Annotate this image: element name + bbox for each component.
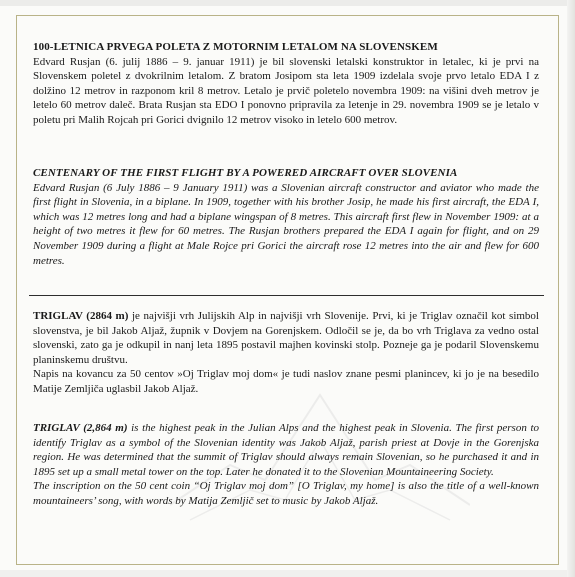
slovenian-triglav-paragraph [33, 309, 539, 367]
slovenian-triglav-text: je najvišji vrh Julijskih Alp in najvišji vrh Slovenije. Prvi, ki je Triglav označil kot simbol slovenstva, je bil Jakob Aljaž, župnik v Dovjem na Gorenjskem. Odločil se je, da bo vrh Triglava za vedno ostal slovenski, zato ga je odkupil in nanj leta 1895 postavil majhen kovinski stolp. Pozneje ga je podaril Slovenskemu planinskemu društvu. [33, 310, 539, 366]
slovenian-flight-section [33, 40, 539, 128]
english-triglav-paragraph [33, 421, 539, 479]
english-flight-text: Edvard Rusjan (6 July 1886 – 9 January 1911) was a Slovenian aircraft constructor and aviator who made the first flight in Slovenia, in a biplane. In 1909, together with his brother Josip, he made his first aircraft, the EDA I, which was 12 metres long and had a biplane wingspan of 8 metres. This aircraft first flew in November 1909: at a height of two metres it flew for 60 metres. The Rusjan brothers prepared the EDA I again for flight, and on 29 November 1909 during a flight at Male Rojce pri Gorici the aircraft rose 12 metres into the air and flew for 600 metres. [33, 181, 539, 267]
english-flight-title: CENTENARY OF THE FIRST FLIGHT BY A POWERED AIRCRAFT OVER SLOVENIA [33, 167, 458, 179]
english-flight-section [33, 166, 539, 268]
slovenian-flight-text: Edvard Rusjan (6. julij 1886 – 9. januar 1911) je bil slovenski letalski konstruktor in letalec, ki je prvi na Slovenskem poletel z dvokrilnim letalom. Z bratom Josipom sta leta 1909 izdelala svoje prvo letalo EDA I z dolžino 12 metrov in razponom kril 8 metrov. Letalo je prvič poletelo novembra 1909: na višini dveh metrov je letelo 60 metrov daleč. Brata Rusjan sta EDO I ponovno pripravila za letenje in 29. novembra 1909 se je letalo v poletu pri Malih Rojcah pri Gorici dvignilo 12 metrov visoko in letelo 600 metrov. [33, 55, 539, 126]
scan-edge-right [567, 0, 575, 577]
slovenian-triglav-section [33, 309, 539, 397]
english-coin-text: The inscription on the 50 cent coin “Oj Triglav moj dom” [O Triglav, my home] is also the title of a well-known mountaineers’ song, with words by Matija Zemljič set to music by Jakob Aljaž. [33, 480, 539, 507]
scan-edge-bottom [0, 570, 575, 577]
english-triglav-title: TRIGLAV (2,864 m) [33, 422, 128, 434]
slovenian-triglav-title: TRIGLAV (2864 m) [33, 310, 129, 322]
english-triglav-section [33, 421, 539, 509]
slovenian-coin-text: Napis na kovancu za 50 centov »Oj Triglav moj dom« je tudi naslov znane pesmi planincev, ki jo je na besedilo Matije Zemljiča uglasbil Jakob Aljaž. [33, 368, 539, 395]
english-triglav-text: is the highest peak in the Julian Alps and the highest peak in Slovenia. The first person to identify Triglav as a symbol of the Slovenian identity was Jakob Aljaž, parish priest at Dovje in the Gorenjska region. He was determined that the summit of Triglav should always remain Slovenian, so he purchased it and in 1895 set up a small metal tower on the top. Later he donated it to the Slovenian Mountaineering Society. [33, 422, 539, 478]
section-divider [29, 295, 544, 296]
scan-edge-top [0, 0, 575, 6]
slovenian-flight-title: 100-LETNICA PRVEGA POLETA Z MOTORNIM LETALOM NA SLOVENSKEM [33, 41, 438, 53]
